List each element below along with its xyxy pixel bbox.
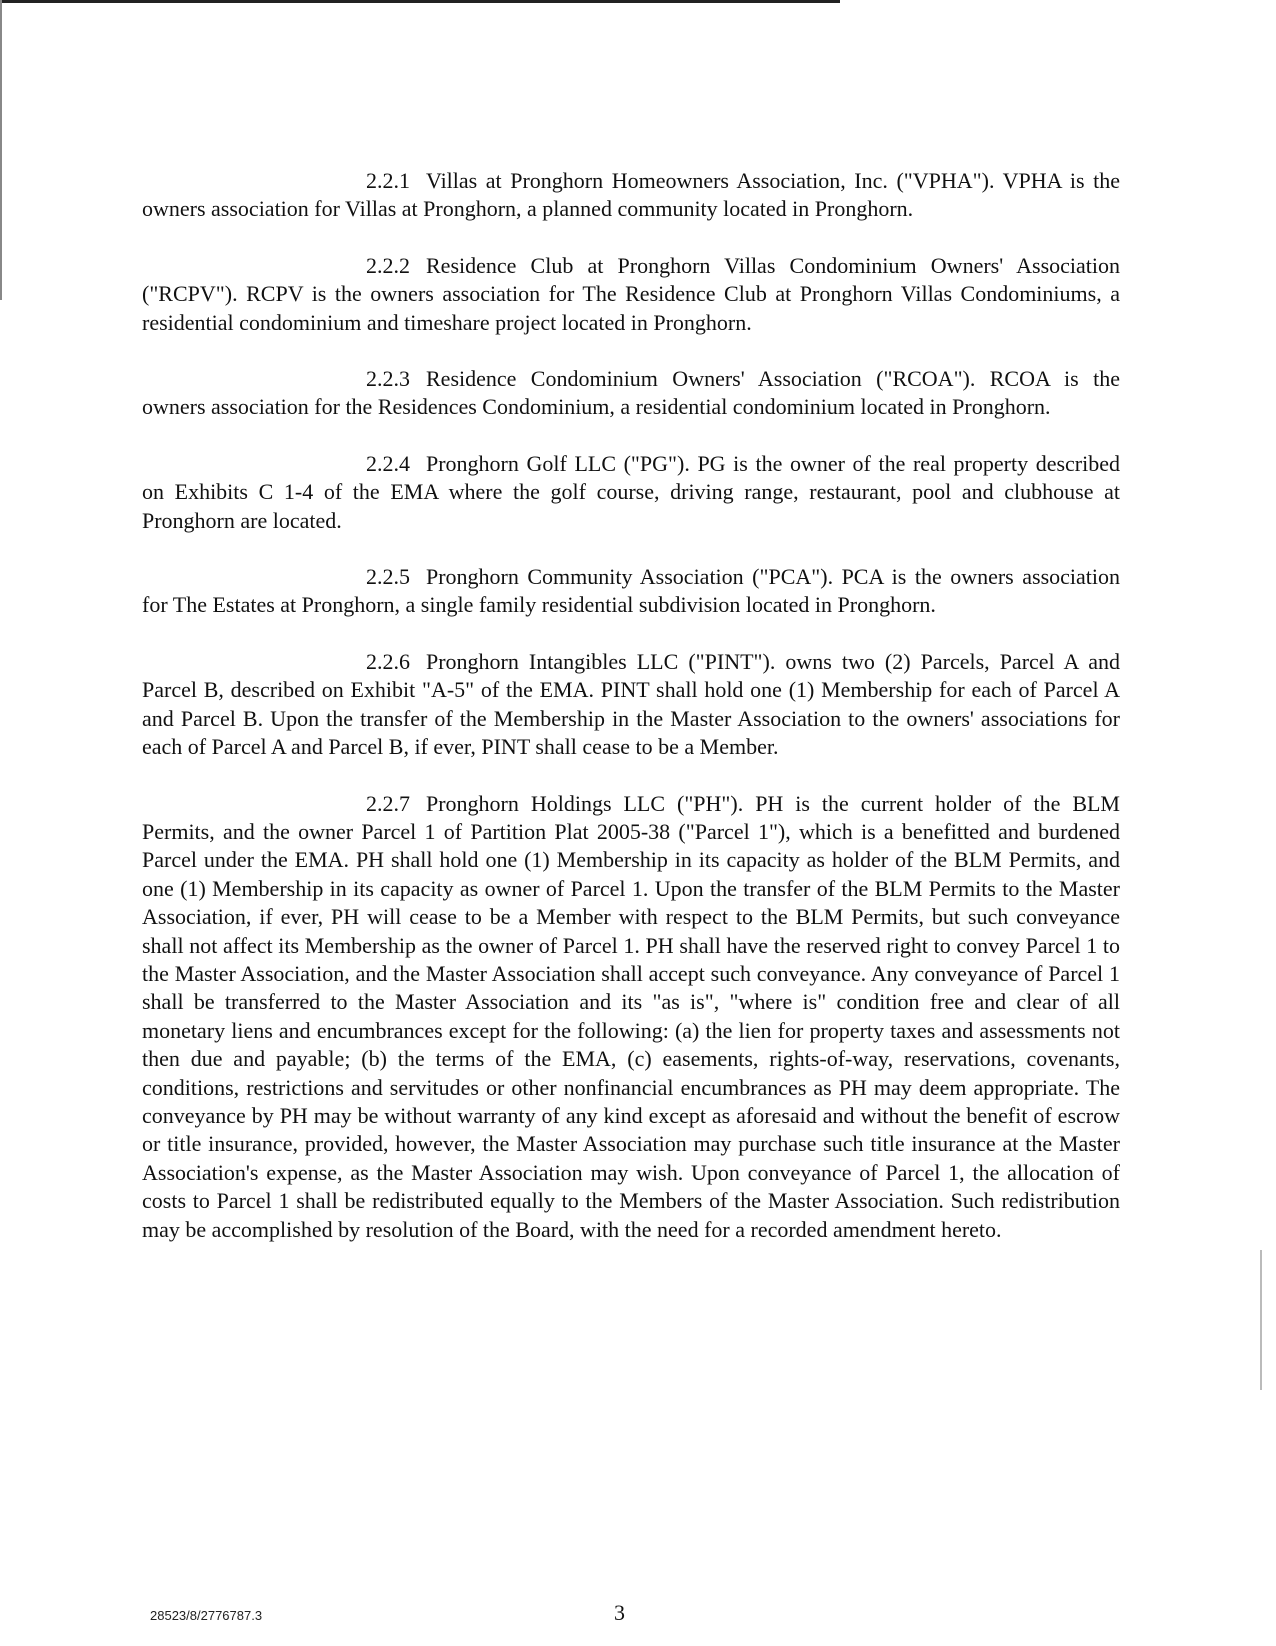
- section-2-2-1: [142, 167, 1120, 224]
- section-2-2-2: [142, 252, 1120, 337]
- section-paragraph: [142, 365, 1120, 422]
- section-text: Pronghorn Community Association ("PCA"). PCA is the owners association for The Estates at Pronghorn, a single family residential subdivision located in Pronghorn.: [142, 564, 1120, 618]
- section-2-2-4: [142, 450, 1120, 535]
- section-2-2-5: [142, 563, 1120, 620]
- section-2-2-3: [142, 365, 1120, 422]
- section-2-2-6: [142, 648, 1120, 762]
- scan-left-edge: [0, 0, 2, 300]
- section-text: Residence Condominium Owners' Association ("RCOA"). RCOA is the owners association for the Residences Condominium, a residential condominium located in Pronghorn.: [142, 366, 1120, 420]
- scan-right-edge: [1260, 1250, 1262, 1390]
- section-text: Residence Club at Pronghorn Villas Condominium Owners' Association ("RCPV"). RCPV is the owners association for The Residence Club at Pronghorn Villas Condominiums, a residential condominium and timeshare project located in Pronghorn.: [142, 252, 1120, 335]
- page-number: 3: [614, 1600, 625, 1625]
- document-body: [142, 167, 1120, 1272]
- section-paragraph: [142, 563, 1120, 620]
- document-id-footer: 28523/8/2776787.3: [150, 1608, 263, 1623]
- section-number: 2.2.1: [366, 168, 410, 193]
- section-number: 2.2.4: [366, 450, 410, 476]
- section-paragraph: [142, 648, 1120, 762]
- section-number: 2.2.3: [366, 366, 410, 392]
- section-text: Pronghorn Holdings LLC ("PH"). PH is the current holder of the BLM Permits, and the owner Parcel 1 of Partition Plat 2005-38 ("Parcel 1"), which is a benefitted and burdened Parcel under the EMA. PH shall hold one (1) Membership in its capacity as holder of the BLM Permits, and one (1) Membership in its capacity as owner of Parcel 1. Upon the transfer of the BLM Permits to the Master Association, if ever, PH will cease to be a Member with respect to the BLM Permits, but such conveyance shall not affect its Membership as the owner of Parcel 1. PH shall have the reserved right to convey Parcel 1 to the Master Association, and the Master Association shall accept such conveyance. Any conveyance of Parcel 1 shall be transferred to the Master Association and its "as is", "where is" condition free and clear of all monetary liens and encumbrances except for the following: (a) the lien for property taxes and assessments not then due and payable; (b) the terms of the EMA, (c) easements, rights-of-way, reservations, covenants, conditions, restrictions and servitudes or other nonfinancial encumbrances as PH may deem appropriate. The conveyance by PH may be without warranty of any kind except as aforesaid and without the benefit of escrow or title insurance, provided, however, the Master Association may purchase such title insurance at the Master Association's expense, as the Master Association may wish. Upon conveyance of Parcel 1, the allocation of costs to Parcel 1 shall be redistributed equally to the Members of the Master Association. Such redistribution may be accomplished by resolution of the Board, with the need for a recorded amendment hereto.: [142, 790, 1120, 1242]
- section-paragraph: [142, 790, 1120, 1245]
- section-number: 2.2.7: [366, 790, 410, 816]
- section-number: 2.2.5: [366, 564, 410, 590]
- section-number: 2.2.2: [366, 252, 410, 278]
- section-text: Pronghorn Golf LLC ("PG"). PG is the owner of the real property described on Exhibits C 1-4 of the EMA where the golf course, driving range, restaurant, pool and clubhouse at Pronghorn are located.: [142, 450, 1120, 533]
- section-2-2-7: [142, 790, 1120, 1245]
- section-paragraph: [142, 252, 1120, 337]
- section-paragraph: [142, 167, 1120, 224]
- section-text: Villas at Pronghorn Homeowners Association, Inc. ("VPHA"). VPHA is the owners association for Villas at Pronghorn, a planned community located in Pronghorn.: [142, 168, 1120, 222]
- section-paragraph: [142, 450, 1120, 535]
- scan-top-edge: [0, 0, 840, 3]
- section-number: 2.2.6: [366, 648, 410, 674]
- section-text: Pronghorn Intangibles LLC ("PINT"). owns two (2) Parcels, Parcel A and Parcel B, described on Exhibit "A-5" of the EMA. PINT shall hold one (1) Membership for each of Parcel A and Parcel B. Upon the transfer of the Membership in the Master Association to the owners' associations for each of Parcel A and Parcel B, if ever, PINT shall cease to be a Member.: [142, 648, 1120, 760]
